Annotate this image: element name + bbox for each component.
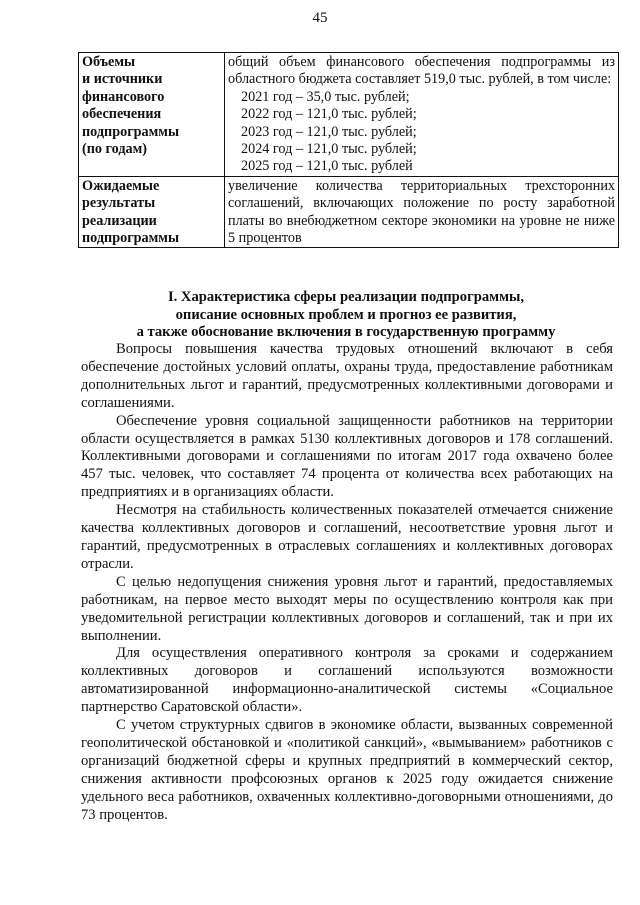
heading-line: I. Характеристика сферы реализации подпрограммы, (167, 289, 525, 305)
label-line: и источники (82, 71, 163, 88)
paragraph: Для осуществления оперативного контроля за сроками и содержанием коллективных договоров и соглашений используются возможности автоматизированной информационно-аналитической системы «Социальное партнерство Саратовской области». (81, 645, 613, 716)
financing-year-item: 2021 год – 35,0 тыс. рублей; (241, 88, 410, 105)
results-value-cell (225, 176, 619, 248)
paragraph: Несмотря на стабильность количественных показателей отмечается снижение качества коллективных договоров и соглашений, несоответствие уровня льгот и гарантий, предусмотренных в отраслевых соглашениях и коллективных договорах отрасли. (81, 502, 613, 572)
results-label-cell (79, 176, 225, 248)
label-line: финансового (82, 88, 165, 105)
page-number: 45 (312, 10, 328, 26)
section-body (81, 341, 613, 824)
financing-label-cell (79, 53, 225, 177)
financing-year-item: 2023 год – 121,0 тыс. рублей; (241, 123, 417, 140)
label-line: обеспечения (82, 106, 162, 123)
financing-intro: общий объем финансового обеспечения подпрограммы из областного бюджета составляет 519,0 тыс. рублей, в том числе: (228, 54, 615, 88)
table-row-results (79, 176, 619, 248)
financing-year-item: 2022 год – 121,0 тыс. рублей; (241, 106, 417, 123)
financing-value-cell (225, 53, 619, 177)
section-heading (86, 289, 606, 342)
label-line: Ожидаемые (82, 177, 160, 194)
label-line: подпрограммы (82, 123, 180, 140)
subprogram-passport-table (78, 52, 619, 248)
label-line: реализации (82, 212, 157, 229)
financing-year-item: 2024 год – 121,0 тыс. рублей; (241, 141, 417, 158)
label-line: (по годам) (82, 141, 147, 158)
results-text: увеличение количества территориальных трехсторонних соглашений, включающих положение по росту заработной платы во внебюджетном секторе экономики на уровне не ниже 5 процентов (228, 177, 615, 247)
label-line: результаты (82, 195, 156, 212)
paragraph: С учетом структурных сдвигов в экономике области, вызванных современной геополитической обстановкой и «политикой санкций», «вымыванием» работников с организаций бюджетной сферы и крупных предприятий в коммерческий сектор, снижения активности профсоюзных органов к 2025 году ожидается снижение удельного веса работников, охваченных коллективно-договорными отношениями, до 73 процентов. (81, 717, 613, 823)
table-row-financing (79, 53, 619, 177)
paragraph: Обеспечение уровня социальной защищенности работников на территории области осуществляется в рамках 5130 коллективных договоров и 178 соглашений. Коллективными договорами и соглашениями по итогам 2017 года охвачено более 457 тыс. человек, что составляет 74 процента от количества всех работающих на предприятиях и в организациях области. (81, 412, 613, 501)
label-line: Объемы (82, 54, 136, 70)
heading-line: описание основных проблем и прогноз ее развития, (175, 306, 517, 323)
label-line: подпрограммы (82, 230, 180, 247)
paragraph: Вопросы повышения качества трудовых отношений включают в себя обеспечение достойных условий оплаты, охраны труда, предоставление работникам дополнительных льгот и гарантий, предусмотренных коллективными договорами и соглашениями. (81, 341, 613, 411)
paragraph: С целью недопущения снижения уровня льгот и гарантий, предоставляемых работникам, на первое место выходят меры по осуществлению контроля как при уведомительной регистрации коллективных договоров и соглашений, так и при их выполнении. (81, 573, 613, 644)
heading-line: а также обоснование включения в государственную программу (136, 324, 556, 341)
financing-year-item: 2025 год – 121,0 тыс. рублей (241, 158, 413, 175)
